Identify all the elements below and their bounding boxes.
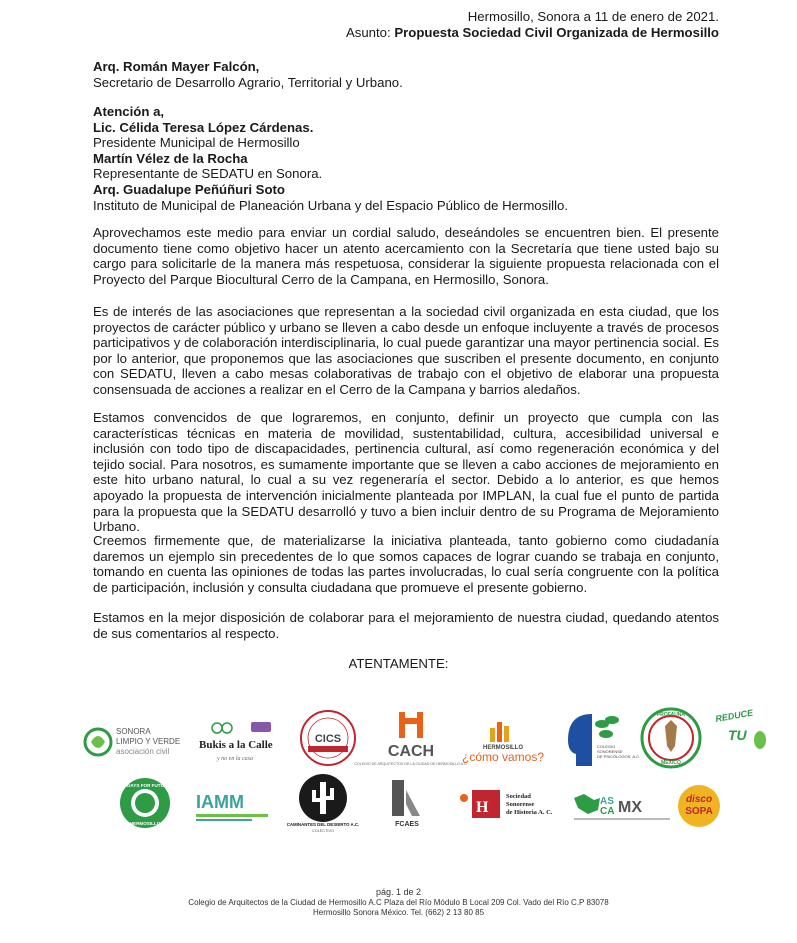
cics-text: CICS [314, 733, 342, 745]
page-footer [0, 887, 797, 919]
fcaes-text: FCAES [395, 821, 419, 828]
attention-name-2: Martín Vélez de la Rocha [93, 150, 248, 166]
logo-ascamx [570, 788, 674, 824]
logo-cach [354, 708, 468, 770]
attention-block [93, 104, 568, 213]
attention-role-2: Representante de SEDATU en Sonora. [93, 166, 323, 182]
subject-line [346, 25, 719, 41]
closing: ATENTAMENTE: [348, 656, 449, 671]
logo-sociedad-sonorense-historia [458, 786, 568, 826]
asca-mx: MX [618, 799, 642, 816]
reduce-text: REDUCE [714, 707, 754, 724]
profauna-mx: MÉXICO [661, 760, 681, 766]
attention-name-3: Arq. Guadalupe Peñúñuri Soto [93, 181, 285, 197]
paragraph-5: Estamos en la mejor disposición de colaborar para el mejoramiento de nuestra ciudad, quedando atentos de sus comentarios al respecto. [93, 610, 719, 641]
iamm-text: IAMM [196, 792, 244, 812]
cv-text: ¿cómo vamos? [461, 750, 545, 764]
asca-as: AS [600, 796, 614, 807]
sonora-text: SONORA [116, 727, 151, 736]
addressee-name: Arq. Román Mayer Falcón, [93, 59, 260, 74]
place-date: Hermosillo, Sonora a 11 de enero de 2021. [467, 9, 719, 24]
logo-colegio-sonorense-psicologos [564, 710, 641, 770]
page-number: pág. 1 de 2 [375, 887, 422, 897]
cv-hermosillo: HERMOSILLO [483, 745, 523, 751]
asca-ca: CA [600, 806, 615, 817]
ssh-2: Sonorense [506, 801, 535, 808]
paragraph-2: Es de interés de las asociaciones que representan a la sociedad civil organizada en esta ciudad, que los proyectos de carácter público y urbano se lleven a cabo desde un enfoque incluyente a través de procesos participativos y de colaboración interdisciplinaria, lo cual puede garantizar una mayor pertinencia social. Es por lo anterior, que proponemos que las asociaciones que suscriben el presente documento, en conjunto con SEDATU, lleven a cabo mesas colaborativas de trabajo con el objetivo de elaborar una propuesta consensuada de acciones a realizar en el Cerro de la Campana y barrios aledaños. [93, 304, 719, 397]
logo-sonora-limpio-verde [82, 720, 182, 764]
limpio-text: LIMPIO Y VERDE [116, 737, 181, 746]
csp-2: SONORENSE [597, 749, 623, 754]
addressee [93, 59, 403, 91]
profauna-text: PROFAUNA [656, 712, 686, 718]
caminantes-sub: COLECTIVO [312, 829, 334, 833]
attention-role-3: Instituto de Municipal de Planeación Urbana y del Espacio Público de Hermosillo. [93, 197, 569, 213]
logo-fcaes [382, 776, 432, 832]
subject-label: Asunto: [345, 25, 391, 40]
cach-sub: COLEGIO DE ARQUITECTOS DE LA CIUDAD DE HERMOSILLO A.C. [354, 762, 468, 766]
csp-3: DE PSICÓLOGOS, A.C. [597, 754, 641, 759]
paragraph-1: Aprovechamos este medio para enviar un cordial saludo, deseándoles se encuentren bien. El presente documento tiene como objetivo hacer un atento acercamiento con la Secretaría que tiene usted bajo su cargo para solicitarle de la manera más respetuosa, considerar la siguiente propuesta relacionada con el Proyecto del Parque Biocultural Cerro de la Campana, en Hermosillo, Sonora. [93, 225, 719, 287]
sopa-text: SOPA [685, 806, 713, 817]
letter-header [346, 9, 719, 41]
fff-city: HERMOSILLO [129, 821, 161, 826]
disco-text: disco [685, 794, 713, 805]
logo-profauna [639, 706, 703, 770]
logo-cics [298, 706, 358, 770]
paragraph-3: Estamos convencidos de que lograremos, en conjunto, definir un proyecto que cumpla con las características técnicas en materia de movilidad, sustentabilidad, cultura, accesibilidad universal e inclusión con todo tipo de discapacidades, pertinencia cultural, así como regeneración económica y del tejido social. Para nosotros, es sumamente importante que se lleven a cabo acciones de mejoramiento en este hito urbano natural, lo cual a su vez regeneraría el sector. Debido a lo anterior, es que hemos apoyado la propuesta de intervención inicialmente planteada por IMPLAN, la cual fue el punto de partida para la propuesta que la SEDATU desarrolló y tuvo a bien incluir dentro de su Programa de Mejoramiento Urbano. [93, 410, 719, 535]
logo-fridays-for-future [118, 776, 172, 830]
csp-1: COLEGIO [597, 744, 616, 749]
caminantes-text: CAMINANTES DEL DESIERTO A.C. [286, 822, 360, 827]
logo-iamm [190, 786, 286, 826]
paragraph-4: Creemos firmemente que, de materializarse la iniciativa planteada, tanto gobierno como ciudadanía daremos un ejemplo sin precedentes de lo que somos capaces de lograr cuando se trabaja en conjunto, tomando en cuenta las opiniones de todas las partes involucradas, lo cual sería congruente con la política de participación, inclusión y consulta ciudadana que promueve el presente gobierno. [93, 533, 719, 595]
signatory-logos [80, 706, 780, 846]
subject: Propuesta Sociedad Civil Organizada de Hermosillo [394, 25, 719, 40]
logo-reduce-tu [710, 708, 770, 752]
ac-text: asociación civil [116, 747, 170, 756]
tu-text: TU [728, 727, 747, 743]
cach-text: CACH [387, 743, 435, 760]
bukis-text: Bukis a la Calle [199, 739, 273, 751]
ssh-1: Sociedad [506, 793, 531, 800]
logo-disco-sopa [670, 782, 728, 830]
logo-hermosillo-como-vamos [456, 716, 550, 766]
fff-text: FRIDAYS FOR FUTURE [119, 783, 171, 788]
logo-caminantes-del-desierto [286, 772, 360, 834]
ssh-3: de Historia A. C. [506, 809, 553, 816]
addressee-role: Secretario de Desarrollo Agrario, Territorial y Urbano. [93, 75, 403, 90]
footer-address: Colegio de Arquitectos de la Ciudad de Hermosillo A.C Plaza del Río Módulo B Local 209 Col. Vado del Río C.P 83078 [188, 897, 609, 907]
attention-label: Atención a, [93, 104, 165, 119]
logo-bukis-a-la-calle [195, 718, 291, 764]
bukis-sub: y no en la casa [217, 756, 253, 762]
footer-phone: Hermosillo Sonora México. Tel. (662) 2 13 80 85 [312, 908, 485, 917]
attention-role-1: Presidente Municipal de Hermosillo [93, 135, 300, 151]
svg-text:H: H [476, 799, 489, 816]
attention-name-1: Lic. Célida Teresa López Cárdenas. [93, 119, 314, 135]
